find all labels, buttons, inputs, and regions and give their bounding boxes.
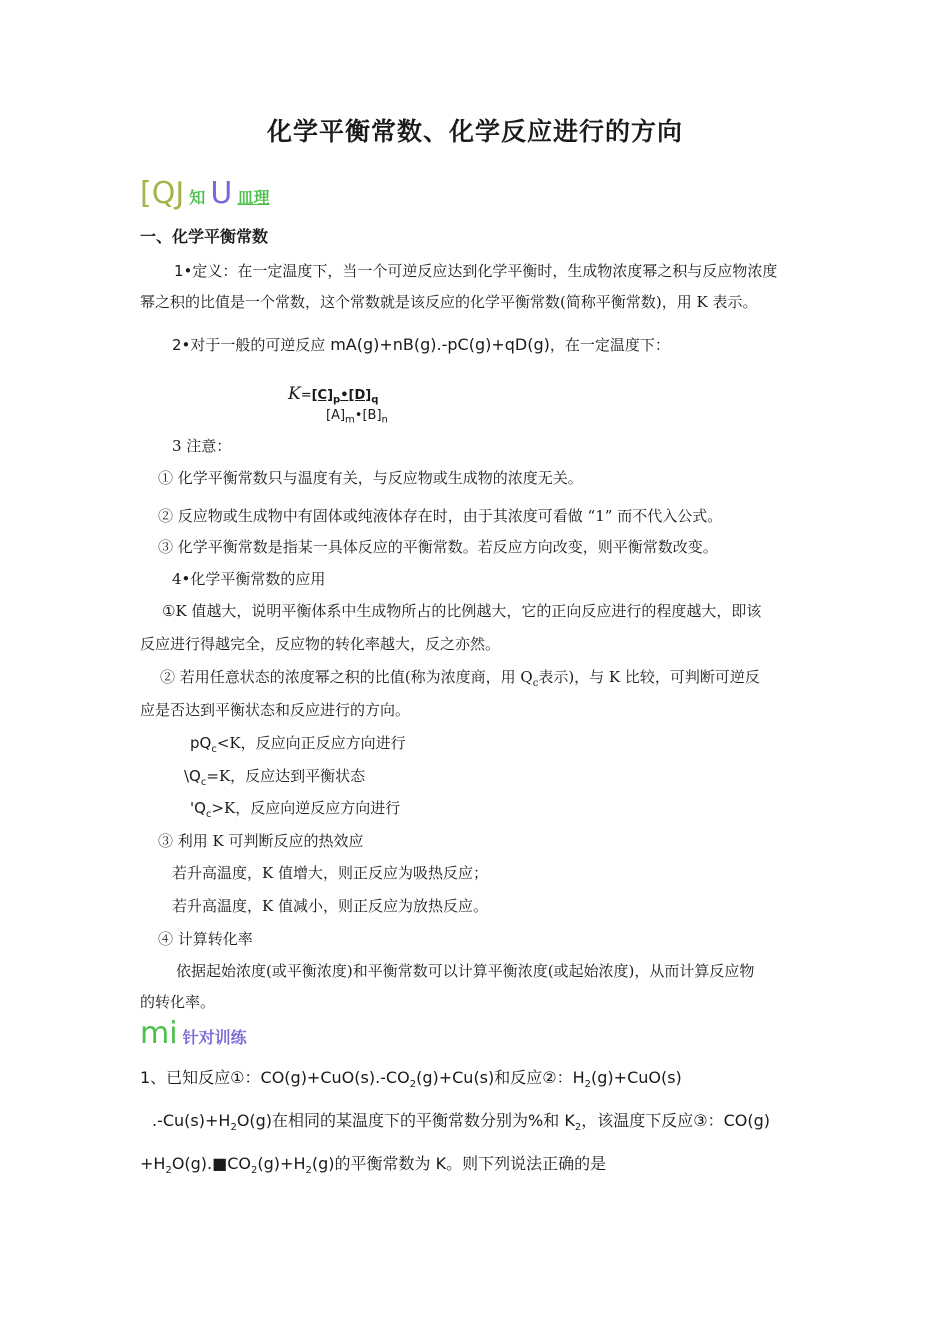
formula-numerator: $[C]_p•[D]_q$ [311, 388, 379, 406]
general-reaction-line: 2•对于一般的可逆反应 mA(g)+nB(g).-pC(g)+qD(g)，在一定温度下： [172, 335, 670, 354]
application-item-1-line-2: 反应进行得越完全，反应物的转化率越大，反之亦然。 [140, 635, 501, 653]
heading-equilibrium-constant: 一、化学平衡常数 [140, 227, 269, 246]
section2-big-text: mi [140, 1016, 178, 1051]
application-item-1-line-1: ①K 值越大，说明平衡体系中生成物所占的比例越大，它的正向反应进行的程度越大，即该 [162, 602, 762, 620]
section-text-a: 知 [189, 188, 206, 207]
definition-line-1: 1•定义：在一定温度下，当一个可逆反应达到化学平衡时，生成物浓度幂之积与反应物浓度 [174, 262, 778, 280]
application-item-2-line-1: ② 若用任意状态的浓度幂之积的比值(称为浓度商，用 $Q_c$表示)，与 K 比较，可判断可逆反 [160, 668, 760, 689]
note-heading: 3 注意： [172, 437, 232, 455]
k-formula: $K=[C]_p•[D]_q$ [288, 384, 379, 406]
application-item-4-line-1: 依据起始浓度(或平衡浓度)和平衡常数可以计算平衡浓度(或起始浓度)，从而计算反应物 [176, 962, 755, 980]
comparison-less: $pQ_c<K$，反应向正反应方向进行 [190, 734, 406, 755]
question-1-line-2: $.-Cu(s)+H_2O(g)$在相同的某温度下的平衡常数分别为%和 $K_2$，该温度下反应③：CO(g) [152, 1111, 770, 1134]
application-item-3-a: 若升高温度，K 值增大，则正反应为吸热反应； [172, 864, 488, 882]
section2-small-text: 针对训练 [182, 1028, 247, 1047]
question-1-line-3: $+H_2O(g).■CO_2(g)+H_2(g)$的平衡常数为 K。则下列说法正确的是 [140, 1154, 607, 1177]
section-big-text: [QJ [140, 176, 185, 211]
page-title: 化学平衡常数、化学反应进行的方向 [266, 117, 683, 146]
application-item-3: ③ 利用 K 可判断反应的热效应 [158, 832, 364, 850]
formula-denominator: $[A]_m•[B]_n$ [326, 408, 388, 426]
application-item-4: ④ 计算转化率 [158, 930, 253, 948]
comparison-greater: '$Q_c>K$，反应向逆反应方向进行 [190, 799, 401, 820]
application-item-3-b: 若升高温度，K 值减小，则正反应为放热反应。 [172, 897, 488, 915]
application-heading: 4•化学平衡常数的应用 [172, 570, 326, 588]
section-header-knowledge [140, 176, 269, 211]
section-text-b: U [210, 176, 233, 211]
note-item-3: ③ 化学平衡常数是指某一具体反应的平衡常数。若反应方向改变，则平衡常数改变。 [158, 538, 718, 556]
application-item-4-line-2: 的转化率。 [140, 993, 216, 1011]
comparison-equal: $\backslash Q_c=K$，反应达到平衡状态 [184, 767, 366, 788]
note-item-2: ② 反应物或生成物中有固体或纯液体存在时，由于其浓度可看做 “1” 而不代入公式。 [158, 507, 723, 525]
section-header-training [140, 1016, 247, 1051]
application-item-2-line-2: 应是否达到平衡状态和反应进行的方向。 [140, 701, 411, 719]
question-1-line-1: 1、已知反应①：$CO(g)+CuO(s).-CO_2(g)+Cu(s)$和反应②：$H_2(g)+CuO(s)$ [140, 1068, 682, 1091]
section-text-c: 皿理 [237, 188, 270, 207]
definition-line-2: 幂之积的比值是一个常数，这个常数就是该反应的化学平衡常数(简称平衡常数)，用 K 表示。 [140, 293, 758, 311]
note-item-1: ① 化学平衡常数只与温度有关，与反应物或生成物的浓度无关。 [158, 469, 583, 487]
